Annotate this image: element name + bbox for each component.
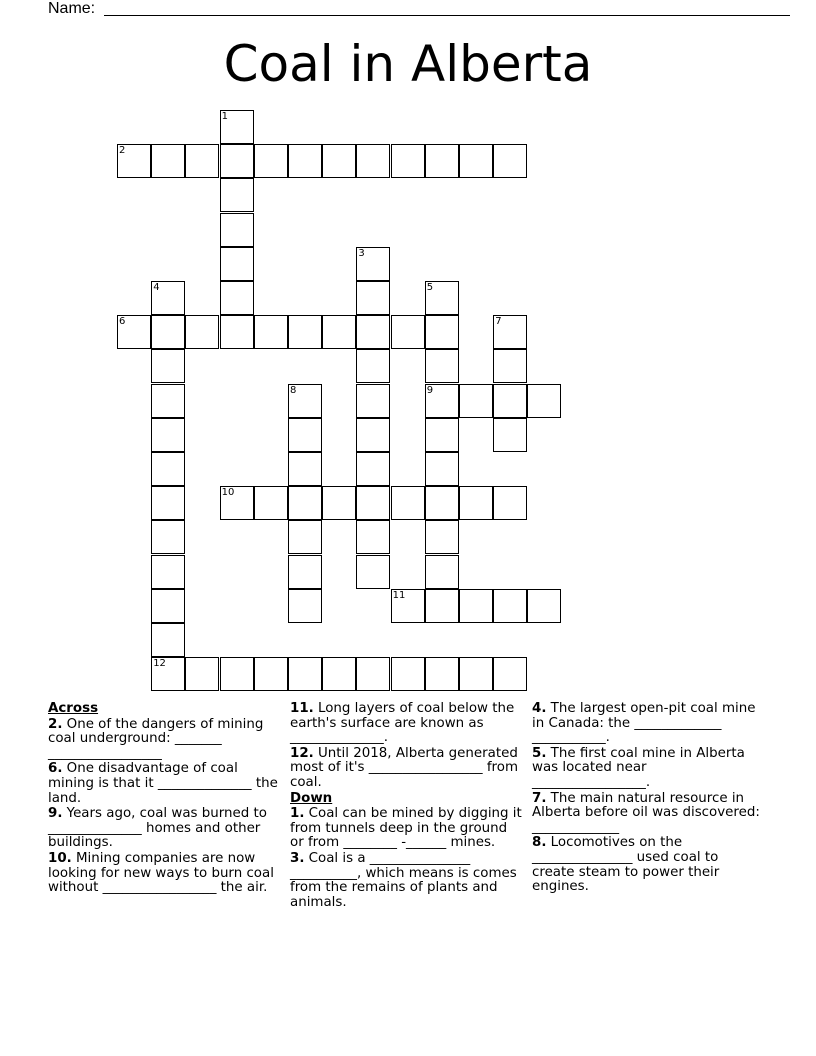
clue-number: 7 — [495, 316, 502, 328]
clues-column-1 — [48, 702, 280, 897]
grid-cell[interactable] — [425, 144, 459, 178]
grid-cell[interactable] — [254, 486, 288, 520]
clue-item-number: 6. — [48, 761, 63, 777]
grid-cell[interactable] — [151, 418, 185, 452]
grid-cell[interactable] — [220, 110, 254, 144]
clue-number: 1 — [221, 111, 228, 122]
grid-cell[interactable] — [425, 281, 459, 315]
grid-cell[interactable] — [459, 589, 493, 623]
clue-item-number: 10. — [48, 850, 72, 866]
grid-cell[interactable] — [151, 623, 185, 657]
grid-cell[interactable] — [391, 589, 425, 623]
clue-item-text: The main natural resource in Alberta before oil was discovered: _____________ — [532, 790, 760, 835]
clue-item — [290, 747, 522, 791]
grid-cell[interactable] — [151, 589, 185, 623]
grid-cell[interactable] — [425, 657, 459, 691]
clue-item-text: Long layers of coal below the earth's surface are known as ______________. — [290, 701, 515, 746]
grid-cell[interactable] — [425, 520, 459, 554]
clue-item — [532, 792, 764, 836]
grid-cell[interactable] — [356, 486, 390, 520]
clue-item-number: 7. — [532, 790, 547, 806]
grid-cell[interactable] — [220, 178, 254, 212]
grid-cell[interactable] — [493, 418, 527, 452]
grid-cell[interactable] — [391, 315, 425, 349]
grid-cell[interactable] — [459, 384, 493, 418]
grid-cell[interactable] — [220, 281, 254, 315]
clue-item-number: 1. — [290, 806, 305, 822]
grid-cell[interactable] — [425, 418, 459, 452]
grid-cell[interactable] — [493, 144, 527, 178]
grid-cell[interactable] — [459, 144, 493, 178]
clue-item-number: 9. — [48, 806, 63, 822]
clue-item-number: 12. — [290, 745, 314, 761]
clue-item — [48, 852, 280, 896]
grid-cell[interactable] — [254, 315, 288, 349]
clue-item-text: Locomotives on the _______________ used coal to create steam to power their engines. — [532, 835, 720, 895]
grid-cell[interactable] — [493, 315, 527, 349]
clue-number: 4 — [153, 282, 160, 293]
clue-item — [48, 762, 280, 806]
grid-cell[interactable] — [356, 315, 390, 349]
grid-cell[interactable] — [356, 144, 390, 178]
grid-cell[interactable] — [117, 315, 151, 349]
grid-cell[interactable] — [288, 486, 322, 520]
grid-cell[interactable] — [288, 555, 322, 589]
grid-cell[interactable] — [493, 657, 527, 691]
grid-cell[interactable] — [151, 657, 185, 691]
clue-item-text: One disadvantage of coal mining is that it ______________ the land. — [48, 761, 278, 806]
clue-item — [290, 807, 522, 851]
grid-cell[interactable] — [151, 452, 185, 486]
grid-cell[interactable] — [356, 384, 390, 418]
clue-item-text: Until 2018, Alberta generated most of it's _________________ from coal. — [290, 745, 519, 790]
grid-cell[interactable] — [356, 349, 390, 383]
grid-cell[interactable] — [459, 657, 493, 691]
grid-cell[interactable] — [117, 144, 151, 178]
grid-cell[interactable] — [425, 486, 459, 520]
clue-number: 8 — [290, 384, 297, 396]
grid-cell[interactable] — [151, 486, 185, 520]
clue-number: 11 — [392, 589, 406, 601]
grid-cell[interactable] — [220, 486, 254, 520]
grid-cell[interactable] — [493, 486, 527, 520]
clue-item-number: 5. — [532, 745, 547, 761]
page-title: Coal in Alberta — [223, 35, 593, 93]
grid-cell[interactable] — [391, 486, 425, 520]
grid-cell[interactable] — [493, 384, 527, 418]
grid-cell[interactable] — [425, 384, 459, 418]
grid-cell[interactable] — [425, 555, 459, 589]
grid-cell[interactable] — [322, 315, 356, 349]
clue-number: 6 — [119, 316, 126, 328]
clue-item — [532, 702, 764, 746]
clue-item-text: Coal is a _______________ __________, which means is comes from the remains of plants and animals. — [290, 850, 517, 910]
grid-cell[interactable] — [356, 247, 390, 281]
grid-cell[interactable] — [356, 657, 390, 691]
grid-cell[interactable] — [185, 657, 219, 691]
clue-item-text: Years ago, coal was burned to ______________ homes and other buildings. — [48, 806, 267, 851]
clue-item — [532, 747, 764, 791]
grid-cell[interactable] — [425, 589, 459, 623]
clue-item — [290, 702, 522, 746]
clue-number: 5 — [426, 282, 434, 293]
clues-column-3 — [532, 702, 764, 896]
grid-cell[interactable] — [391, 657, 425, 691]
grid-cell[interactable] — [527, 589, 561, 623]
clue-item-text: Coal can be mined by digging it from tunnels deep in the ground or from ________ -______ mines. — [290, 806, 522, 851]
grid-cell[interactable] — [527, 384, 561, 418]
clue-item — [48, 718, 280, 762]
grid-cell[interactable] — [288, 520, 322, 554]
clue-item — [48, 807, 280, 851]
grid-cell[interactable] — [356, 520, 390, 554]
grid-cell[interactable] — [288, 657, 322, 691]
clue-number: 9 — [426, 384, 434, 396]
grid-cell[interactable] — [254, 657, 288, 691]
grid-cell[interactable] — [151, 384, 185, 418]
grid-cell[interactable] — [288, 144, 322, 178]
grid-cell[interactable] — [459, 486, 493, 520]
grid-cell[interactable] — [254, 144, 288, 178]
grid-cell[interactable] — [151, 315, 185, 349]
grid-cell[interactable] — [322, 657, 356, 691]
clue-item-text: One of the dangers of mining coal underground: _______ _________________ — [48, 716, 264, 761]
clue-item — [532, 836, 764, 894]
grid-cell[interactable] — [288, 452, 322, 486]
clue-item-number: 2. — [48, 716, 63, 732]
grid-cell[interactable] — [322, 486, 356, 520]
grid-cell[interactable] — [493, 349, 527, 383]
grid-cell[interactable] — [220, 247, 254, 281]
grid-cell[interactable] — [288, 315, 322, 349]
clue-item-number: 4. — [532, 701, 547, 716]
grid-cell[interactable] — [356, 555, 390, 589]
grid-cell[interactable] — [220, 213, 254, 247]
grid-cell[interactable] — [220, 144, 254, 178]
clue-item-number: 3. — [290, 850, 305, 866]
clue-number: 10 — [221, 487, 235, 499]
grid-cell[interactable] — [151, 349, 185, 383]
grid-cell[interactable] — [356, 281, 390, 315]
grid-cell[interactable] — [288, 589, 322, 623]
grid-cell[interactable] — [356, 452, 390, 486]
clue-item — [290, 852, 522, 910]
clue-item-text: The largest open-pit coal mine in Canada: the _____________ ___________. — [532, 701, 756, 746]
clue-number: 2 — [119, 145, 126, 157]
grid-cell[interactable] — [151, 520, 185, 554]
grid-cell[interactable] — [425, 315, 459, 349]
clue-item-text: Mining companies are now looking for new ways to burn coal without _________________ the air. — [48, 850, 274, 896]
name-label: Name: — [48, 0, 96, 17]
grid-cell[interactable] — [493, 589, 527, 623]
grid-cell[interactable] — [288, 384, 322, 418]
clue-number: 3 — [358, 247, 365, 259]
clue-heading: Down — [290, 790, 333, 806]
grid-cell[interactable] — [425, 452, 459, 486]
grid-cell[interactable] — [220, 657, 254, 691]
clue-item-number: 8. — [532, 835, 547, 851]
grid-cell[interactable] — [322, 144, 356, 178]
grid-cell[interactable] — [288, 418, 322, 452]
clue-item-text: The first coal mine in Alberta was located near _________________. — [532, 745, 745, 790]
clue-item-number: 11. — [290, 701, 314, 716]
clue-number: 12 — [153, 658, 166, 670]
grid-cell[interactable] — [425, 349, 459, 383]
grid-cell[interactable] — [356, 418, 390, 452]
grid-cell[interactable] — [151, 281, 185, 315]
grid-cell[interactable] — [151, 144, 185, 178]
grid-cell[interactable] — [151, 555, 185, 589]
clues-column-2 — [290, 702, 522, 911]
grid-cell[interactable] — [220, 315, 254, 349]
grid-cell[interactable] — [185, 315, 219, 349]
grid-cell[interactable] — [391, 144, 425, 178]
grid-cell[interactable] — [185, 144, 219, 178]
clue-heading: Across — [48, 701, 99, 716]
